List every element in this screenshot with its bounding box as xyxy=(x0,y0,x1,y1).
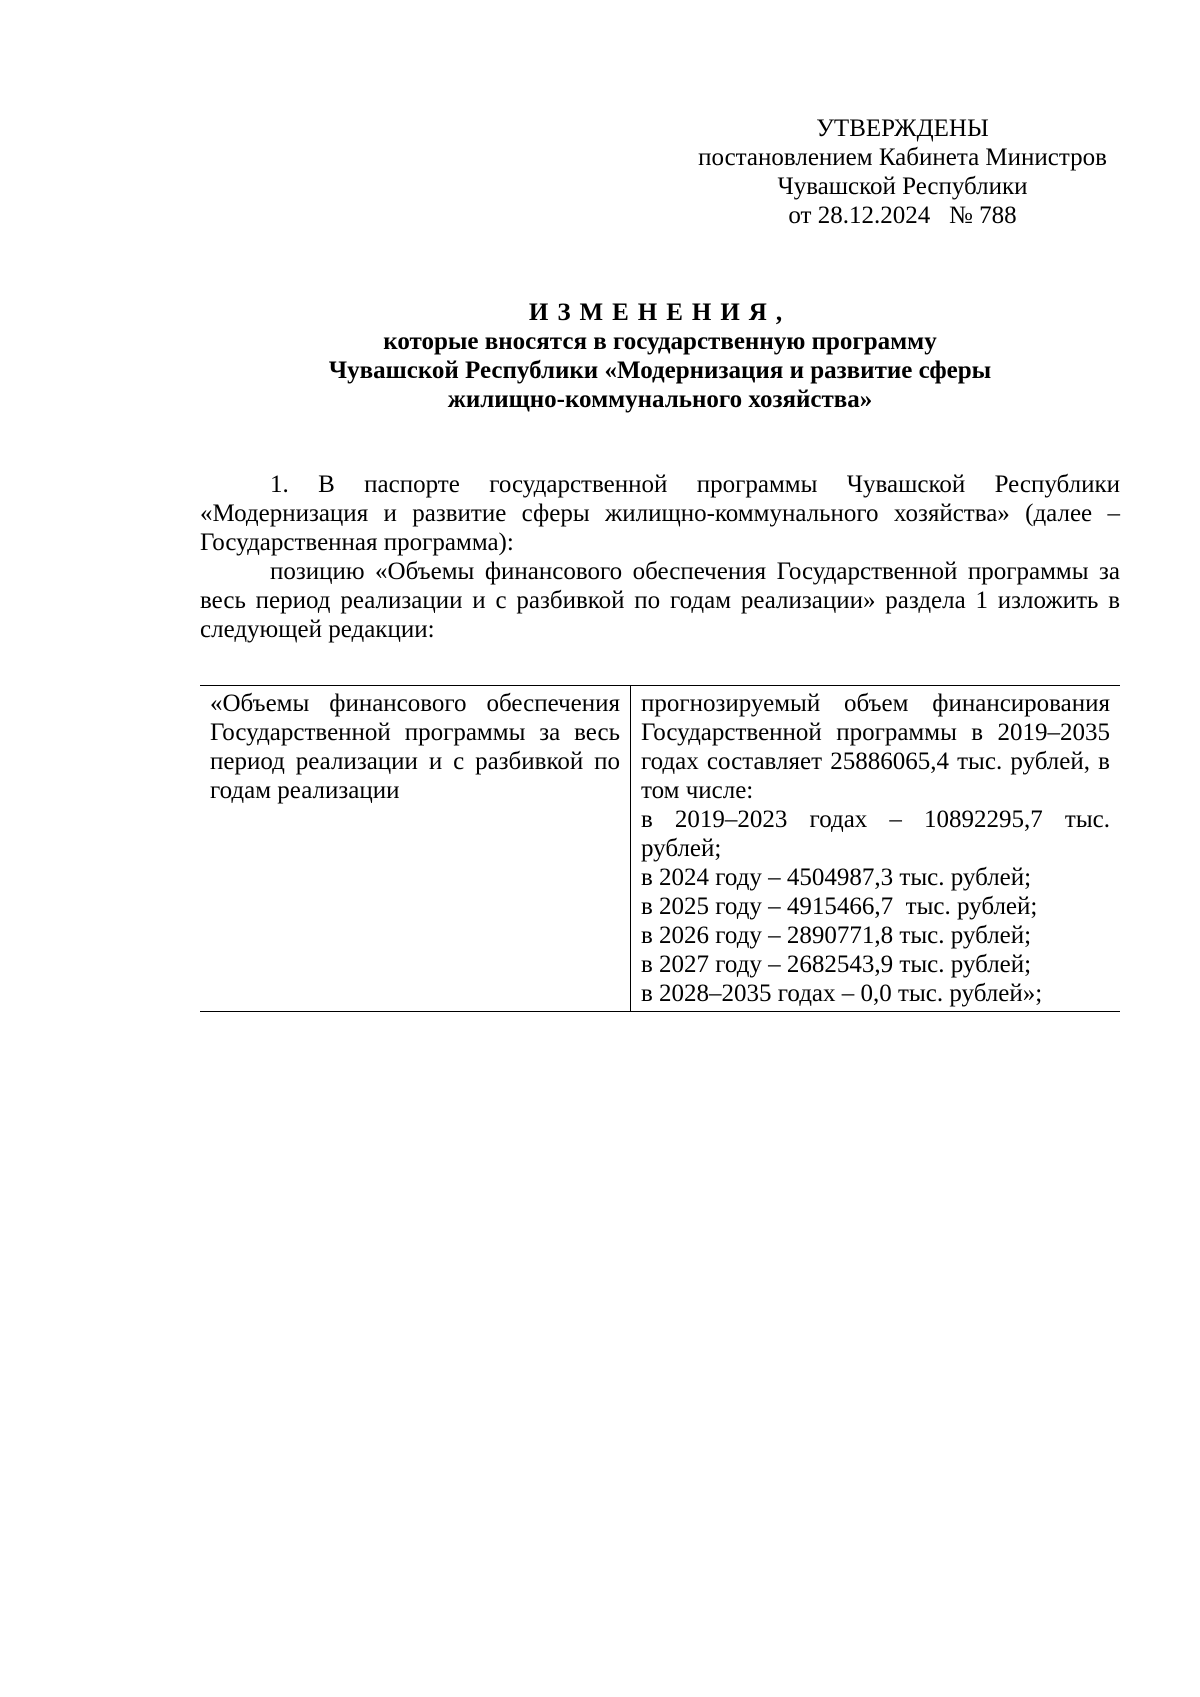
financing-line: в 2025 году – 4915466,7 тыс. рублей; xyxy=(641,893,1038,920)
paragraph-2: позицию «Объемы финансового обеспечения Государственной программы за весь период реализации и с разбивкой по годам реализации» раздела 1 изложить в следующей редакции: xyxy=(200,558,1120,643)
financing-line: в 2028–2035 годах – 0,0 тыс. рублей»; xyxy=(641,980,1043,1007)
title-line-3: Чувашской Республики «Модернизация и развитие сферы xyxy=(328,357,992,384)
approval-date-number: от 28.12.2024 № 788 xyxy=(788,202,1017,229)
title-line-2: которые вносятся в государственную программу xyxy=(383,328,937,355)
table-cell-position: «Объемы финансового обеспечения Государственной программы за весь период реализации и с разбивкой по годам реализации xyxy=(200,686,631,1012)
title-main: ИЗМЕНЕНИЯ, xyxy=(528,299,792,326)
paragraph-1: 1. В паспорте государственной программы Чувашской Республики «Модернизация и развитие сферы жилищно-коммунального хозяйства» (далее – Государственная программа): xyxy=(200,471,1120,556)
approval-heading: УТВЕРЖДЕНЫ xyxy=(816,115,989,142)
document-title xyxy=(200,298,1120,414)
financing-intro: прогнозируемый объем финансирования Государственной программы в 2019–2035 годах составляет 25886065,4 тыс. рублей, в том числе: xyxy=(641,690,1110,804)
approval-resolution: постановлением Кабинета Министров xyxy=(698,144,1107,171)
table-cell-financing xyxy=(631,686,1121,1012)
financing-line: в 2027 году – 2682543,9 тыс. рублей; xyxy=(641,951,1032,978)
approval-stamp xyxy=(680,114,1125,230)
approval-republic: Чувашской Республики xyxy=(777,173,1028,200)
table-row xyxy=(200,686,1120,1012)
financing-line: в 2026 году – 2890771,8 тыс. рублей; xyxy=(641,922,1032,949)
body-text xyxy=(200,470,1120,644)
title-line-4: жилищно-коммунального хозяйства» xyxy=(447,386,873,413)
financing-table xyxy=(200,685,1120,1012)
financing-line: в 2024 году – 4504987,3 тыс. рублей; xyxy=(641,864,1032,891)
financing-line: в 2019–2023 годах – 10892295,7 тыс. рублей; xyxy=(641,806,1110,862)
